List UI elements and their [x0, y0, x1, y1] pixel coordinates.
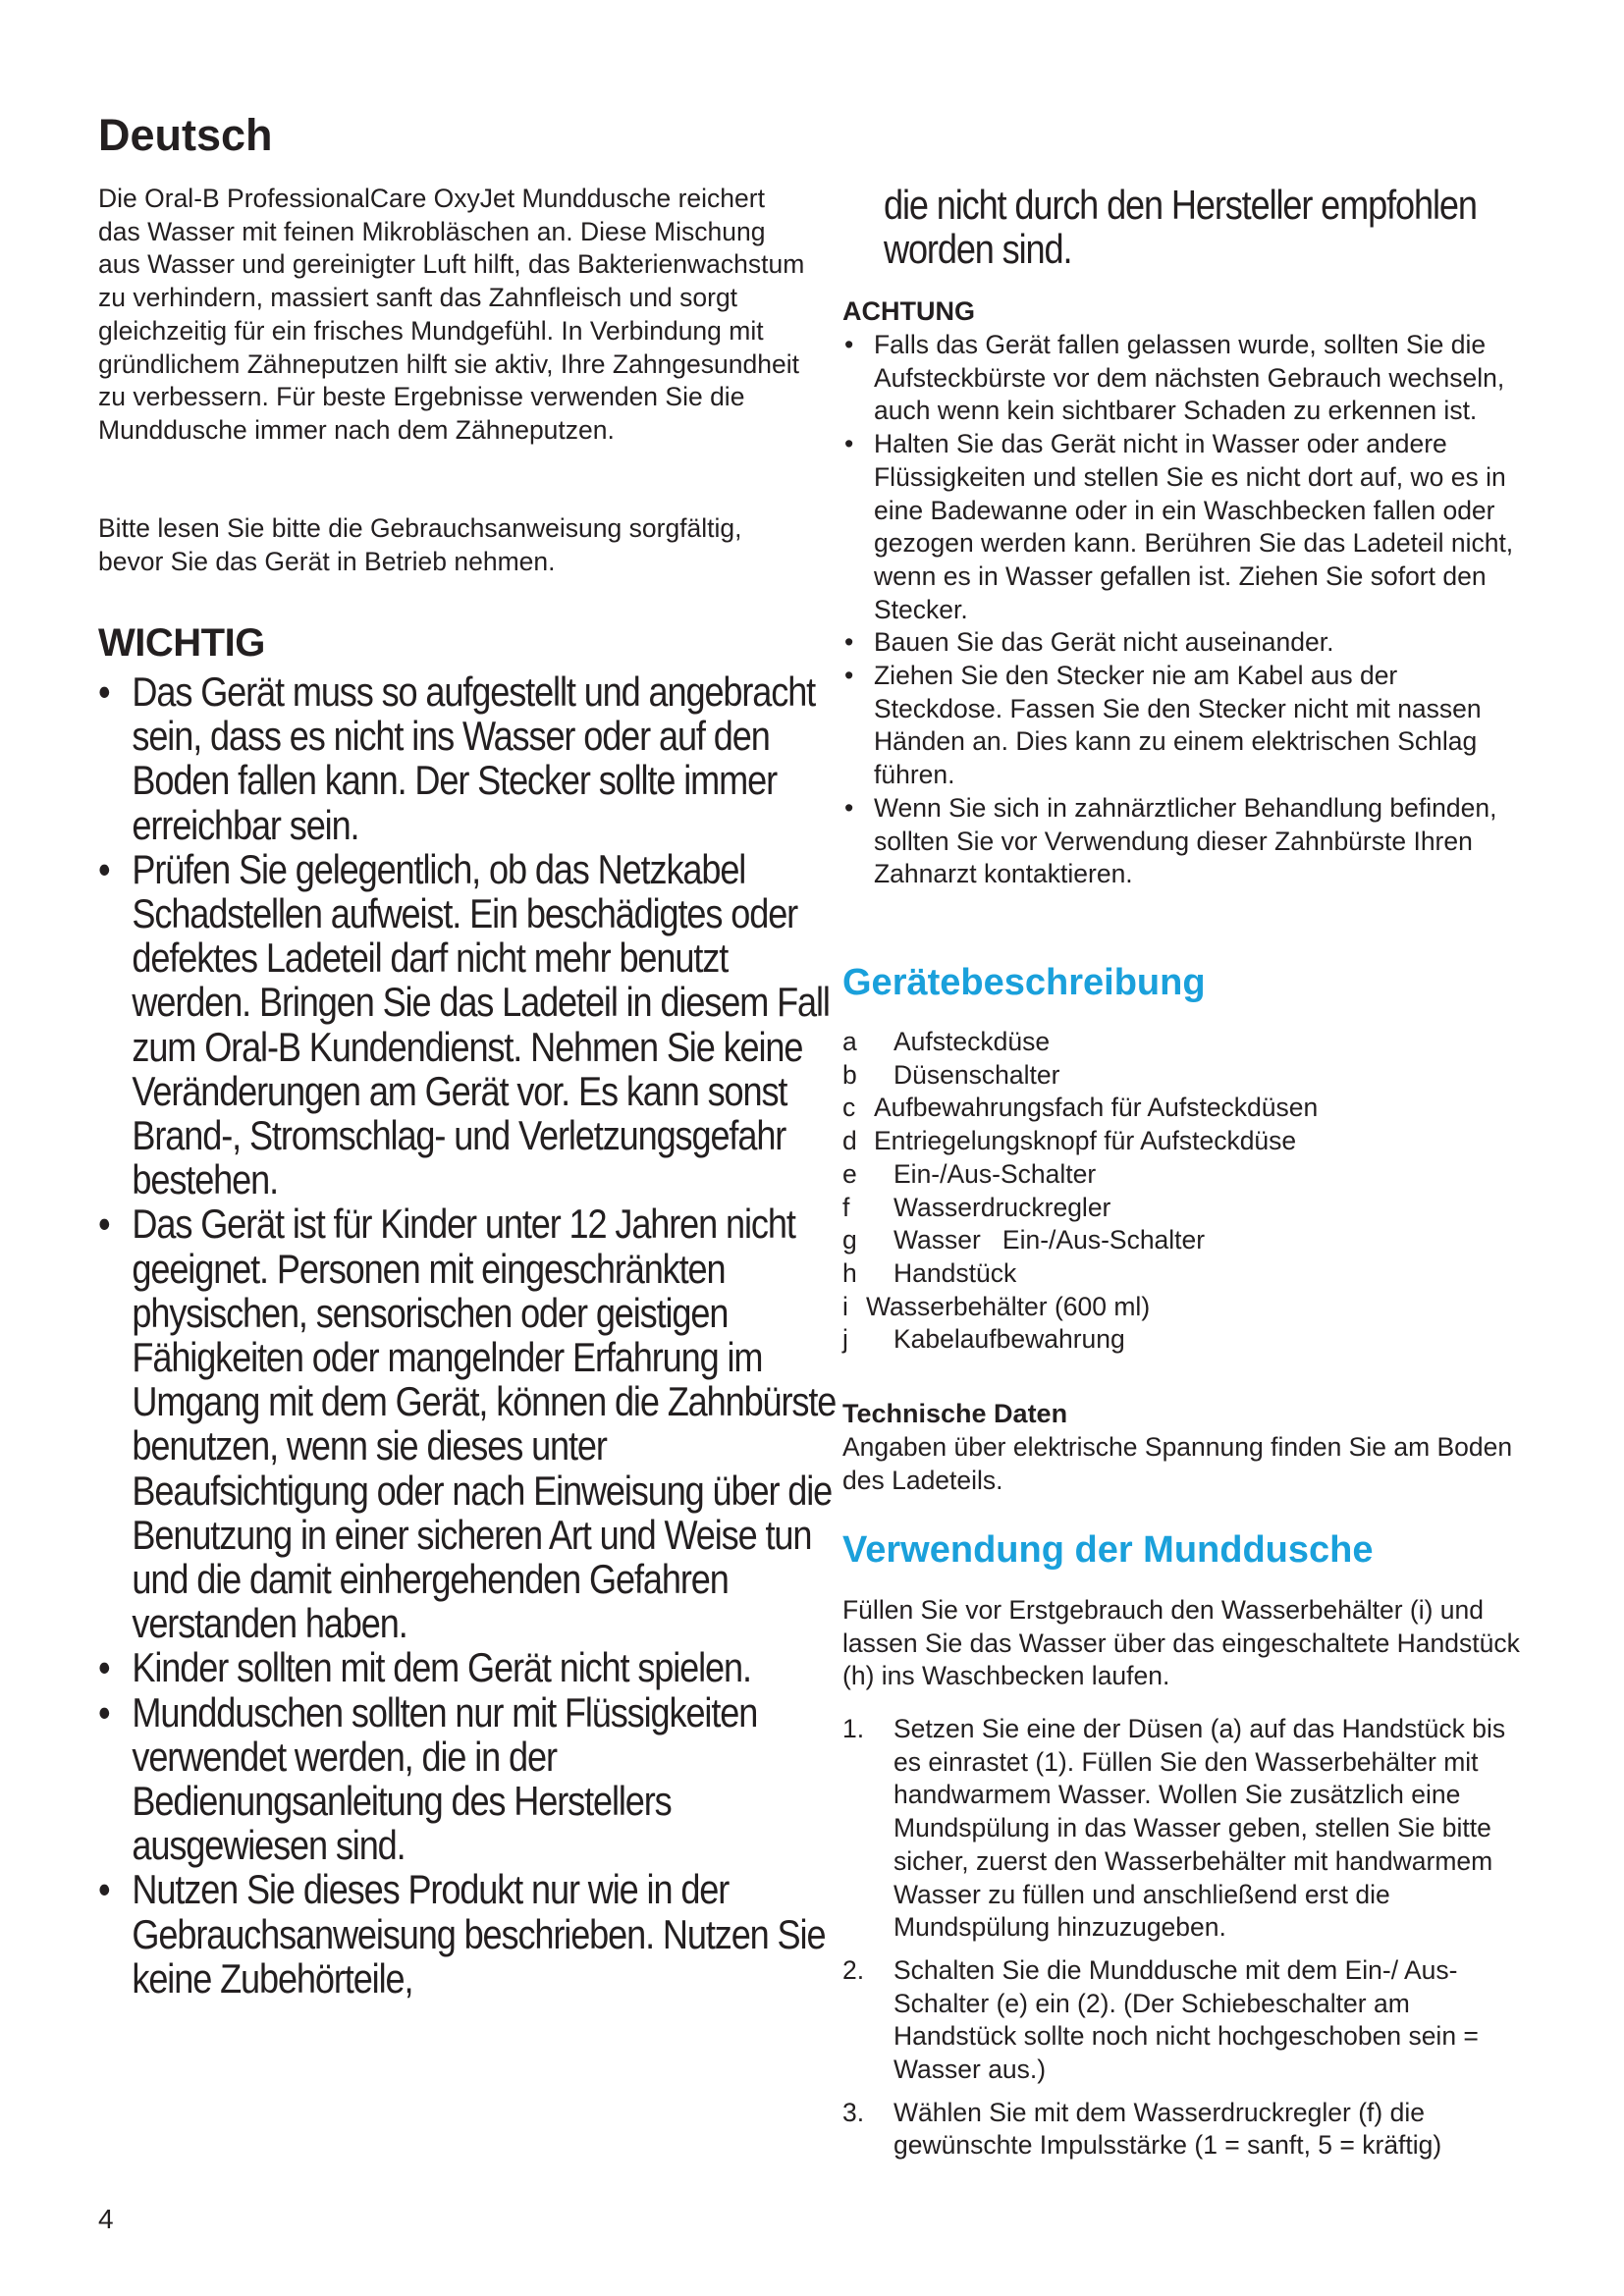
part-item [842, 1092, 1530, 1125]
part-label: Wasserdruckregler [893, 1192, 1111, 1222]
technische-daten-heading: Technische Daten [842, 1399, 1068, 1428]
step-item [842, 1713, 1530, 1945]
part-label: Aufbewahrungsfach für Aufsteckdüsen [874, 1093, 1319, 1123]
intro-paragraph: Die Oral-B ProfessionalCare OxyJet Munddusche reichert das Wasser mit feinen Mikrobläschen an. Diese Mischung aus Wasser und gereinigter Luft hilft, das Bakterienwachstum zu verhindern, massiert sanft das Zahnfleisch und sorgt gleichzeitig für ein frisches Mundgefühl. In Verbindung mit gründlichem Zähneputzen hilft sie aktiv, Ihre Zahngesundheit zu verbessern. Für beste Ergebnisse verwenden Sie die Munddusche immer nach dem Zähneputzen. [98, 184, 805, 445]
wichtig-list [98, 669, 962, 2001]
part-item [842, 1125, 1530, 1158]
part-letter: j [842, 1324, 848, 1355]
parts-list [842, 1026, 1530, 1357]
part-label: Wasser Ein-/Aus-Schalter [893, 1225, 1206, 1255]
wichtig-item: • Kinder sollten mit dem Gerät nicht spielen. [98, 1645, 841, 1689]
verwendung-intro: Füllen Sie vor Erstgebrauch den Wasserbehälter (i) und lassen Sie das Wasser über das eingeschaltete Handstück (h) ins Waschbecken laufen. [842, 1595, 1520, 1691]
part-label: Aufsteckdüse [893, 1027, 1051, 1056]
part-item [842, 1158, 1530, 1192]
part-item [842, 1291, 1530, 1324]
part-letter: h [842, 1257, 857, 1288]
part-letter: f [842, 1192, 850, 1222]
intro-paragraph: Bitte lesen Sie bitte die Gebrauchsanweisung sorgfältig, bevor Sie das Gerät in Betrieb nehmen. [98, 513, 742, 576]
page-number: 4 [98, 2204, 114, 2234]
part-letter: d [842, 1126, 857, 1156]
part-label: Kabelaufbewahrung [893, 1324, 1125, 1355]
wichtig-item: • Nutzen Sie dieses Produkt nur wie in der Gebrauchsanweisung beschrieben. Nutzen Sie keine Zubehörteile, [98, 1867, 841, 2001]
part-label: Handstück [893, 1257, 1017, 1288]
achtung-item: • Halten Sie das Gerät nicht in Wasser oder andere Flüssigkeiten und stellen Sie es nicht dort auf, wo es in eine Badewanne oder in ein Waschbecken fallen oder gezogen werden kann. Berühren Sie das Ladeteil nicht, wenn es in Wasser gefallen ist. Ziehen Sie sofort den Stecker. [842, 428, 1530, 626]
wichtig-item: • Das Gerät ist für Kinder unter 12 Jahren nicht geeignet. Personen mit eingeschränkten physischen, sensorischen oder geistigen Fähigkeiten oder mangelnder Erfahrung im Umgang mit dem Gerät, können die Zahnbürste benutzen, wenn sie dieses unter Beaufsichtigung oder nach Einweisung über die Benutzung in einer sicheren Art und Weise tun und die damit einhergehenden Gefahren verstanden haben. [98, 1201, 841, 1645]
part-label: Düsenschalter [893, 1059, 1060, 1090]
page-title: Deutsch [98, 110, 273, 160]
part-letter: g [842, 1225, 857, 1255]
wichtig-heading: WICHTIG [98, 621, 265, 665]
part-item [842, 1323, 1530, 1357]
achtung-item: • Falls das Gerät fallen gelassen wurde, sollten Sie die Aufsteckbürste vor dem nächsten Gebrauch wechseln, auch wenn kein sichtbarer Schaden zu erkennen ist. [842, 329, 1530, 428]
verwendung-heading: Verwendung der Munddusche [842, 1529, 1374, 1571]
part-item [842, 1257, 1530, 1291]
wichtig-item: • Mundduschen sollten nur mit Flüssigkeiten verwendet werden, die in der Bedienungsanleitung des Herstellers ausgewiesen sind. [98, 1690, 841, 1868]
wichtig-item: • Das Gerät muss so aufgestellt und angebracht sein, dass es nicht ins Wasser oder auf den Boden fallen kann. Der Stecker sollte immer erreichbar sein. [98, 669, 841, 847]
part-item [842, 1059, 1530, 1093]
part-item [842, 1192, 1530, 1225]
step-text: Wählen Sie mit dem Wasserdruckregler (f) die gewünschte Impulsstärke (1 = sanft, 5 = kräftig) [893, 2097, 1442, 2161]
part-letter: a [842, 1027, 857, 1056]
achtung-item: • Wenn Sie sich in zahnärztlicher Behandlung befinden, sollten Sie vor Verwendung dieser Zahnbürste Ihren Zahnarzt kontaktieren. [842, 792, 1530, 891]
step-item [842, 1954, 1530, 2087]
wichtig-item: • Prüfen Sie gelegentlich, ob das Netzkabel Schadstellen aufweist. Ein beschädigtes oder defektes Ladeteil darf nicht mehr benutzt werden. Bringen Sie das Ladeteil in diesem Fall zum Oral-B Kundendienst. Nehmen Sie keine Veränderungen am Gerät vor. Es kann sonst Brand-, Stromschlag- und Verletzungsgefahr bestehen. [98, 847, 841, 1202]
step-item [842, 2097, 1530, 2163]
wichtig-continuation: die nicht durch den Hersteller empfohlen worden sind. [884, 182, 1477, 273]
step-text: Schalten Sie die Munddusche mit dem Ein-/ Aus-Schalter (e) ein (2). (Der Schiebeschalter am Handstück sollte noch nicht hochgeschoben sein = Wasser aus.) [893, 1954, 1479, 2085]
steps-list [842, 1713, 1530, 2172]
part-item [842, 1224, 1530, 1257]
achtung-heading: ACHTUNG [842, 296, 975, 326]
step-number: 3. [842, 2097, 865, 2127]
part-label: Ein-/Aus-Schalter [893, 1158, 1097, 1189]
part-letter: b [842, 1059, 857, 1090]
achtung-item: • Ziehen Sie den Stecker nie am Kabel aus der Steckdose. Fassen Sie den Stecker nicht mit nassen Händen an. Dies kann zu einem elektrischen Schlag führen. [842, 660, 1530, 792]
step-number: 1. [842, 1714, 865, 1743]
part-label: Entriegelungsknopf für Aufsteckdüse [874, 1126, 1297, 1156]
geraetebeschreibung-heading: Gerätebeschreibung [842, 962, 1206, 1003]
achtung-item: • Bauen Sie das Gerät nicht auseinander. [842, 626, 1530, 660]
step-text: Setzen Sie eine der Düsen (a) auf das Handstück bis es einrastet (1). Füllen Sie den Wasserbehälter mit handwarmem Wasser. Wollen Sie zusätzlich eine Mundspülung in das Wasser geben, stellen Sie bitte sicher, zuerst den Wasserbehälter mit handwarmem Wasser zu füllen und anschließend erst die Mundspülung hinzuzugeben. [893, 1714, 1506, 1943]
technische-daten-text: Angaben über elektrische Spannung finden Sie am Boden des Ladeteils. [842, 1432, 1513, 1495]
part-letter: e [842, 1158, 857, 1189]
part-letter: c [842, 1093, 856, 1123]
part-label: Wasserbehälter (600 ml) [866, 1291, 1151, 1321]
achtung-list [842, 329, 1530, 891]
step-number: 2. [842, 1954, 865, 1985]
part-letter: i [842, 1291, 848, 1321]
part-item [842, 1026, 1530, 1059]
